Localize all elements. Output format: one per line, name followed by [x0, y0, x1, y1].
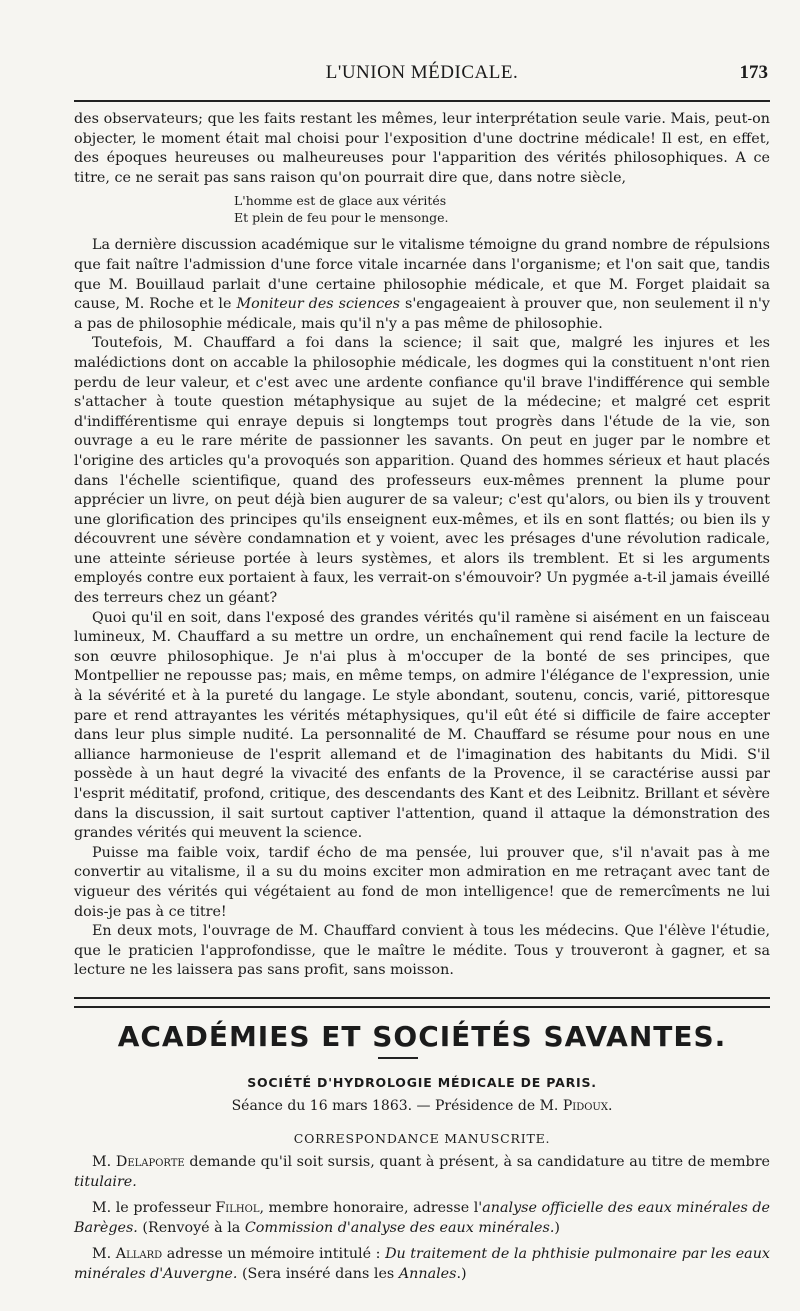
quote-line: Et plein de feu pour le mensonge. — [234, 210, 449, 226]
verse-quote — [234, 192, 770, 226]
section-divider — [74, 997, 770, 1008]
paragraph: La dernière discussion académique sur le vitalisme témoigne du grand nombre de répulsions que fait naître l'admission d'une force vitale incarnée dans l'organisme; et l'on sait que, tandis que M. Bouillaud parlait d'une certaine philosophie médicale, et que M. Forget plaidait sa cause, M. Roche et le Moniteur des sciences s'engageaient à prouver que, non seulement il n'y a pas de philosophie médicale, mais qu'il n'y a pas même de philosophie. — [74, 237, 771, 332]
correspondence-list — [74, 1152, 770, 1290]
running-header — [74, 62, 770, 88]
page-number: 173 — [739, 62, 768, 83]
section-title: ACADÉMIES ET SOCIÉTÉS SAVANTES. — [117, 1020, 727, 1053]
short-divider — [378, 1057, 418, 1059]
paragraph: des observateurs; que les faits restant les mêmes, leur interprétation seule varie. Mais, peut-on objecter, le moment était mal choisi pour l'exposition d'une doctrine médicale! Il est, en effet, des époques heureuses ou malheureuses pour l'apparition des vérités philosophiques. A ce titre, ce ne serait pas sans raison qu'on pourrait dire que, dans notre siècle, — [74, 111, 770, 186]
paragraph: Puisse ma faible voix, tardif écho de ma pensée, lui prouver que, s'il n'avait pas à me convertir au vitalisme, il a su du moins exciter mon admiration en me retraçant avec tant de vigueur des vérités qui végétaient au fond de mon intelligence! que de remercîments ne lui dois-je pas à ce titre! — [74, 844, 770, 920]
paragraph: Quoi qu'il en soit, dans l'exposé des grandes vérités qu'il ramène si aisément en un faisceau lumineux, M. Chauffard a su mettre un ordre, un enchaînement qui rend facile la lecture de son œuvre philosophique. Je n'ai plus à m'occuper de la bonté de ses principes, que Montpellier ne repousse pas; mais, en même temps, on admire l'élégance de l'expression, unie à la sévérité et à la pureté du langage. Le style abondant, soutenu, concis, varié, pittoresque pare et rend attrayantes les vérités métaphysiques, qu'il eût été si difficile de faire accepter dans leur plus simple nudité. La personnalité de M. Chauffard se résume pour nous en une alliance harmonieuse de l'esprit allemand et de l'imagination des habitants du Midi. S'il possède à un haut degré la vivacité des enfants de la Provence, il se caractérise aussi par l'esprit méditatif, profond, critique, des descendants des Kant et des Leibnitz. Brillant et sévère dans la discussion, il sait surtout captiver l'attention, quand il attaque la démonstration des grandes vérités qui meuvent la science. — [74, 609, 770, 842]
correspondence-item: M. Allard adresse un mémoire intitulé : Du traitement de la phthisie pulmonaire par les eaux minérales d'Auvergne. (Sera inséré dans les Annales.) — [74, 1246, 770, 1282]
paragraph: En deux mots, l'ouvrage de M. Chauffard convient à tous les médecins. Que l'élève l'étudie, que le praticien l'approfondisse, que le maître le médite. Tous y trouveront à gagner, et sa lecture ne les laissera pas sans profit, sans moisson. — [74, 923, 770, 979]
society-name: SOCIÉTÉ D'HYDROLOGIE MÉDICALE DE PARIS. — [247, 1075, 597, 1090]
header-rule — [74, 100, 770, 102]
correspondence-item: M. Delaporte demande qu'il soit sursis, quant à présent, à sa candidature au titre de membre titulaire. — [74, 1154, 771, 1190]
session-line: Séance du 16 mars 1863. — Présidence de M. Pidoux. — [231, 1098, 613, 1114]
correspondence-item: M. le professeur Filhol, membre honoraire, adresse l'analyse officielle des eaux minérales de Barèges. (Renvoyé à la Commission d'analyse des eaux minérales.) — [74, 1200, 770, 1236]
quote-line: L'homme est de glace aux vérités — [234, 193, 447, 209]
correspondence-heading: CORRESPONDANCE MANUSCRITE. — [293, 1131, 551, 1146]
paragraph: Toutefois, M. Chauffard a foi dans la science; il sait que, malgré les injures et les malédictions dont on accable la philosophie médicale, les dogmes qui la constituent n'ont rien perdu de leur valeur, et c'est avec une ardente confiance qu'il brave l'indifférence qui semble s'attacher à toute question métaphysique au sujet de la médecine; et malgré cet esprit d'indifférentisme qui enraye depuis si longtemps tout progrès dans l'étude de la vie, son ouvrage a eu le rare mérite de passionner les savants. On peut en juger par le nombre et l'origine des articles qu'a provoqués son apparition. Quand des hommes sérieux et haut placés dans l'échelle scientifique, quand des professeurs eux-mêmes prennent la plume pour apprécier un livre, on peut déjà bien augurer de sa valeur; c'est qu'alors, ou bien ils y trouvent une glorification des principes qu'ils enseignent eux-mêmes, et ils en sont flattés; ou bien ils y découvrent une sévère condamnation et y voient, avec les présages d'une révolution radicale, une atteinte sérieuse portée à leurs systèmes, et alors ils tremblent. Et si les arguments employés contre eux portaient à faux, les verrait-on s'émouvoir? Un pygmée a-t-il jamais éveillé des terreurs chez un géant? — [74, 335, 770, 607]
journal-title: L'UNION MÉDICALE. — [325, 62, 519, 83]
article-body — [74, 110, 770, 981]
